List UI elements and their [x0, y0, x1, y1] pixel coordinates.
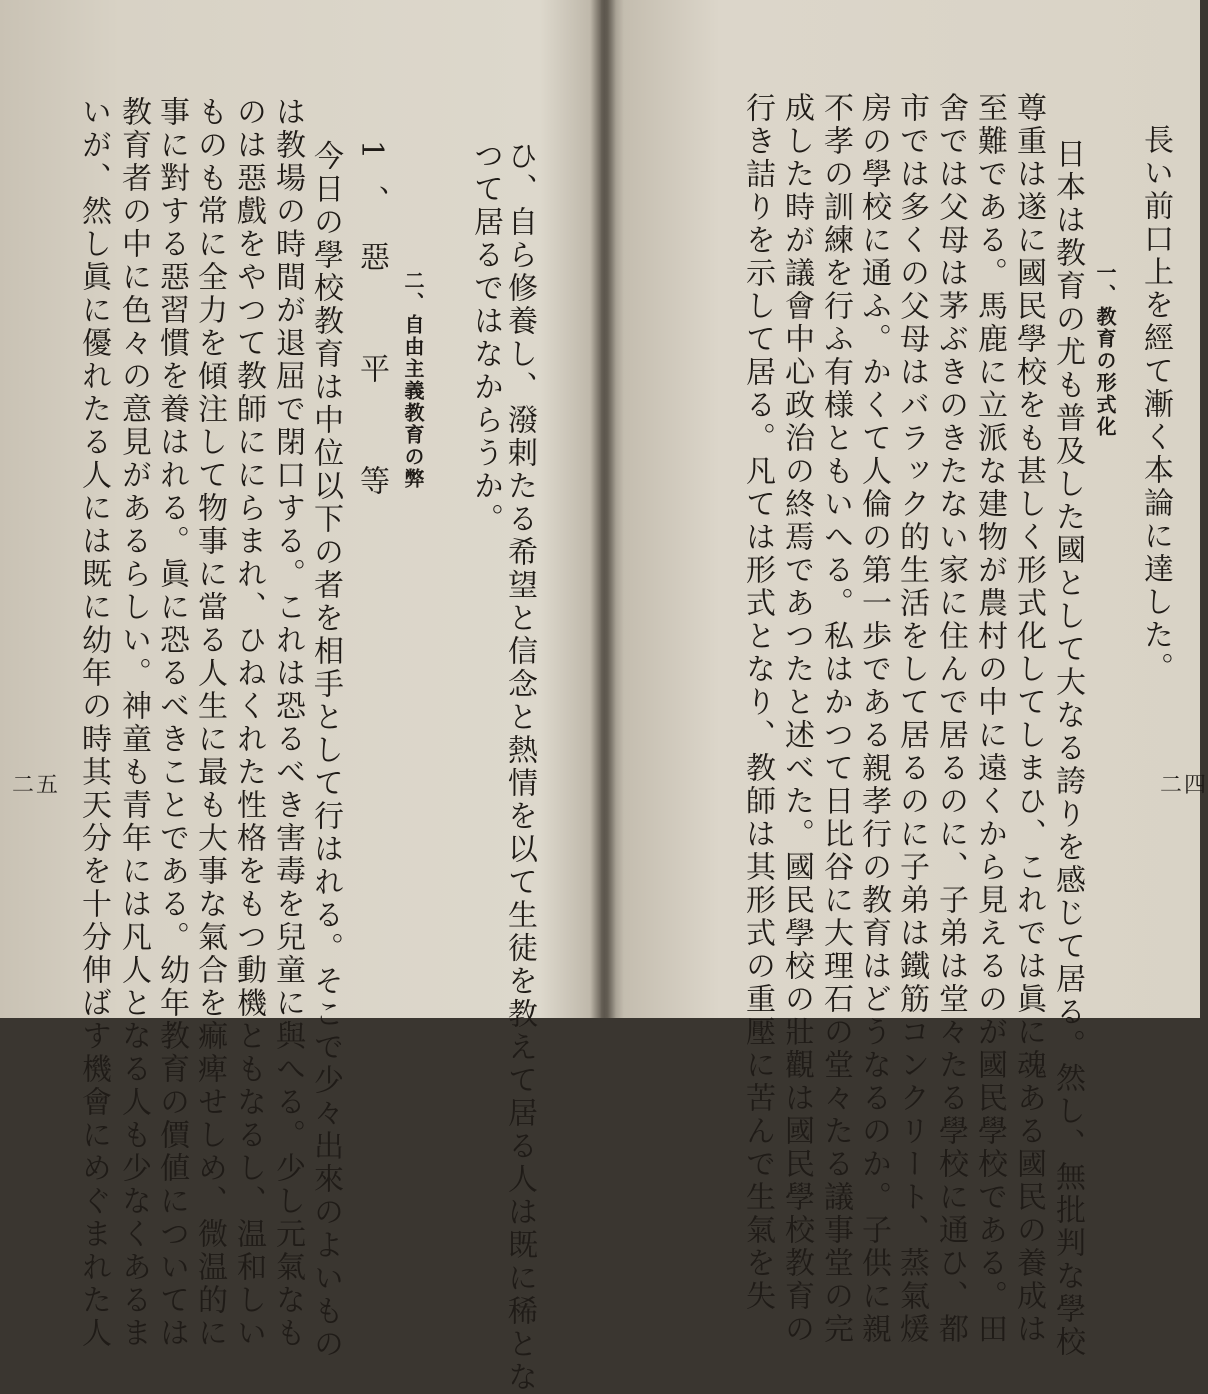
text-column: 今日の學校教育は中位以下の者を相手として行はれる。そこで少々出來のよいもの	[308, 140, 343, 1361]
text-column: は教場の時間が退屈で閉口する。これは恐るべき害毒を兒童に與へる。少し元氣なも	[270, 96, 305, 1350]
text-column: 成した時が議會中心政治の終焉であつたと述べた。國民學校の壯觀は國民學校教育の	[779, 92, 814, 1346]
text-column: 日本は教育の尤も普及した國として大なる誇りを感じて居る。然し、無批判な學校	[1050, 138, 1085, 1359]
text-column: 尊重は遂に國民學校をも甚しく形式化してしまひ、これでは眞に魂ある國民の養成は	[1011, 92, 1046, 1346]
text-column: いが、然し眞に優れたる人には既に幼年の時其天分を十分伸ばす機會にめぐまれた人	[76, 96, 111, 1350]
subsection-heading: 1、惡 平 等	[354, 140, 389, 522]
section-heading: 二、自由主義教育の弊	[401, 270, 425, 490]
section-heading: 一、教育の形式化	[1093, 262, 1117, 438]
right-page	[610, 0, 1208, 1359]
text-column: 市では多くの父母はバラック的生活をして居るのに子弟は鐵筋コンクリート、蒸氣煖	[894, 92, 929, 1346]
text-column: のは惡戲をやつて教師ににらまれ、ひねくれた性格をもつ動機ともなるし、温和しい	[231, 96, 266, 1350]
text-column: 事に對する惡習慣を養はれる。眞に恐るべきことである。幼年教育の價値については	[154, 96, 189, 1350]
text-column: ひ、自ら修養し、潑剌たる希望と信念と熱情を以て生徒を教えて居る人は既に稀とな	[502, 140, 537, 1394]
text-column: 舍では父母は茅ぶきのきたない家に住んで居るのに、子弟は堂々たる學校に通ひ、都	[933, 92, 968, 1346]
page-number: 二四	[1159, 773, 1208, 798]
page-number: 二五	[12, 773, 61, 798]
text-column: つて居るではなからうか。	[468, 140, 503, 536]
text-column: 房の學校に通ふ。かくて人倫の第一歩である親孝行の教育はどうなるのか。子供に親	[856, 92, 891, 1346]
left-page	[0, 0, 600, 1394]
text-column: 至難である。馬鹿に立派な建物が農村の中に遠くから見えるのが國民學校である。田	[972, 92, 1007, 1346]
text-column: 行き詰りを示して居る。凡ては形式となり、教師は其形式の重壓に苦んで生氣を失	[740, 92, 775, 1313]
text-column: ものも常に全力を傾注して物事に當る人生に最も大事な氣合を痲痺せしめ、微温的に	[192, 96, 227, 1350]
text-column: 教育者の中に色々の意見があるらしい。神童も青年には凡人となる人も少なくあるま	[116, 96, 151, 1350]
text-column: 長い前口上を經て漸く本論に達した。	[1138, 124, 1173, 685]
text-column: 不孝の訓練を行ふ有様ともいへる。私はかつて日比谷に大理石の堂々たる議事堂の完	[818, 92, 853, 1346]
